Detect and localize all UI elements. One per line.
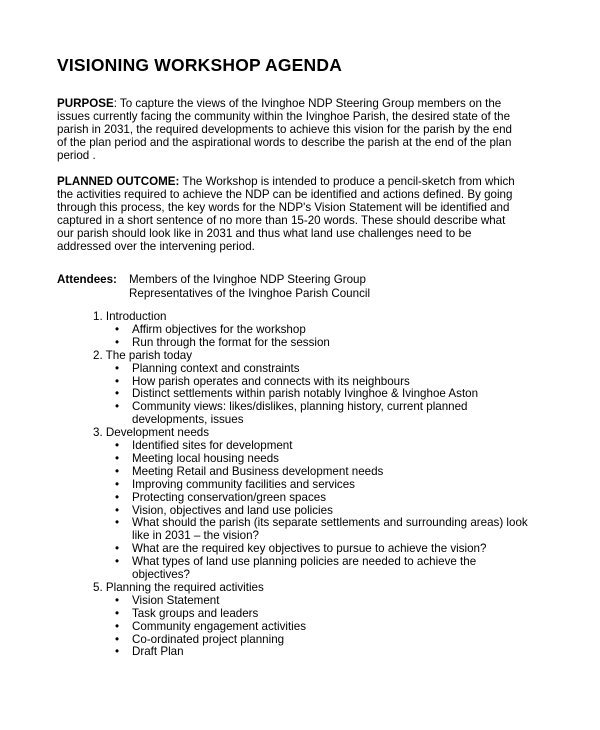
- bullet-icon: •: [115, 322, 120, 336]
- agenda-item-text: [132, 594, 219, 607]
- agenda-item-line: What types of land use planning policies are needed to achieve the: [132, 555, 477, 569]
- agenda-item-line: How parish operates and connects with its neighbours: [132, 374, 410, 388]
- agenda-item-text: [132, 504, 333, 517]
- agenda-item-text: [132, 387, 478, 400]
- outcome-line: addressed over the intervening period.: [57, 240, 255, 253]
- agenda-item-line: Distinct settlements within parish notably Ivinghoe & Ivinghoe Aston: [132, 387, 479, 401]
- agenda-item-text: [132, 362, 300, 375]
- agenda-item-line: Meeting Retail and Business development needs: [132, 464, 384, 478]
- purpose-line: PURPOSE: To capture the views of the Ivinghoe NDP Steering Group members on the: [57, 97, 502, 110]
- planned-outcome-label: PLANNED OUTCOME:: [57, 175, 180, 188]
- purpose-line: parish in 2031, the required developments to achieve this vision for the parish by the end: [57, 123, 513, 136]
- attendees-label: Attendees:: [57, 273, 117, 286]
- agenda-item-line: Protecting conservation/green spaces: [132, 490, 326, 504]
- agenda-item-text: [132, 620, 306, 633]
- agenda-item-line: What are the required key objectives to pursue to achieve the vision?: [132, 542, 487, 556]
- outcome-line: the activities required to achieve the NDP can be identified and actions defined. By going: [57, 188, 513, 201]
- purpose-line: of the plan period and the aspirational words to describe the parish at the end of the plan: [57, 136, 512, 149]
- agenda-item-text: [132, 452, 279, 465]
- bullet-icon: •: [115, 400, 120, 414]
- bullet-icon: •: [115, 632, 120, 646]
- agenda-item-text: [132, 607, 258, 620]
- attendee-item: Members of the Ivinghoe NDP Steering Group: [129, 273, 366, 286]
- agenda-item-text: [132, 439, 292, 452]
- agenda-item-text: [132, 491, 326, 504]
- agenda-item-text: [132, 516, 528, 542]
- purpose-line: period .: [57, 149, 96, 162]
- agenda-item-text: [132, 478, 355, 491]
- agenda-section-heading: 3. Development needs: [93, 426, 210, 440]
- purpose-line: issues currently facing the community within the Ivinghoe Parish, the desired state of the: [57, 110, 511, 123]
- bullet-icon: •: [115, 451, 120, 465]
- agenda-item-line: Community views: likes/dislikes, planning history, current planned: [132, 400, 468, 414]
- page-title: VISIONING WORKSHOP AGENDA: [57, 55, 343, 75]
- agenda-item-text: [132, 336, 330, 349]
- attendee-item: Representatives of the Ivinghoe Parish Council: [129, 287, 371, 300]
- bullet-icon: •: [115, 439, 120, 452]
- agenda-item-line: Meeting local housing needs: [132, 451, 279, 465]
- agenda-item-line: Affirm objectives for the workshop: [132, 322, 306, 336]
- outcome-line: through this process, the key words for the NDP's Vision Statement will be identified and: [57, 201, 510, 214]
- bullet-icon: •: [115, 606, 120, 620]
- agenda-section-heading: 5. Planning the required activities: [93, 580, 264, 594]
- outcome-line: PLANNED OUTCOME: The Workshop is intended to produce a pencil-sketch from which: [57, 175, 515, 188]
- agenda-item-line: Vision Statement: [132, 593, 220, 607]
- agenda-section-heading: 1. Introduction: [93, 310, 167, 323]
- purpose-paragraph: [57, 97, 512, 162]
- agenda-item-text: [132, 465, 383, 478]
- agenda-item-line: like in 2031 – the vision?: [132, 529, 259, 543]
- outcome-line: our parish should look like in 2031 and thus what land use challenges need to be: [57, 227, 472, 240]
- agenda-item-text: [132, 645, 184, 658]
- agenda-item-text: [132, 400, 468, 426]
- bullet-icon: •: [115, 619, 120, 633]
- bullet-icon: •: [115, 593, 120, 607]
- bullet-icon: •: [115, 374, 120, 388]
- outcome-line: captured in a short sentence of no more than 15-20 words. These should describe what: [57, 214, 506, 227]
- agenda-item-line: Task groups and leaders: [132, 606, 259, 620]
- planned-outcome-paragraph: [57, 175, 515, 253]
- agenda-item-line: Run through the format for the session: [132, 335, 330, 349]
- bullet-icon: •: [115, 645, 120, 659]
- agenda-item-text: [132, 375, 410, 388]
- agenda-item-text: [132, 323, 306, 336]
- purpose-label: PURPOSE: [57, 97, 114, 110]
- bullet-icon: •: [115, 555, 120, 569]
- agenda-item-text: [132, 555, 476, 581]
- agenda-item-text: [132, 633, 284, 646]
- bullet-icon: •: [115, 490, 120, 504]
- bullet-icon: •: [115, 464, 120, 478]
- agenda-item-line: Planning context and constraints: [132, 361, 300, 375]
- agenda-item-line: Improving community facilities and services: [132, 477, 355, 491]
- agenda-item-line: Vision, objectives and land use policies: [132, 503, 333, 517]
- bullet-icon: •: [115, 387, 120, 401]
- bullet-icon: •: [115, 477, 120, 491]
- agenda-item-line: Draft Plan: [132, 645, 184, 659]
- bullet-icon: •: [115, 542, 120, 556]
- agenda-item-line: Co-ordinated project planning: [132, 632, 285, 646]
- agenda-item-line: Community engagement activities: [132, 619, 306, 633]
- agenda-item-text: [132, 542, 486, 555]
- agenda-item-line: What should the parish (its separate settlements and surrounding areas) look: [132, 516, 528, 530]
- agenda-item-line: objectives?: [132, 568, 191, 582]
- bullet-icon: •: [115, 361, 120, 375]
- agenda-item-line: developments, issues: [132, 413, 244, 427]
- agenda-section-heading: 2. The parish today: [93, 348, 193, 362]
- bullet-icon: •: [115, 335, 120, 349]
- bullet-icon: •: [115, 503, 120, 517]
- bullet-icon: •: [115, 516, 120, 530]
- agenda-item-line: Identified sites for development: [132, 439, 293, 452]
